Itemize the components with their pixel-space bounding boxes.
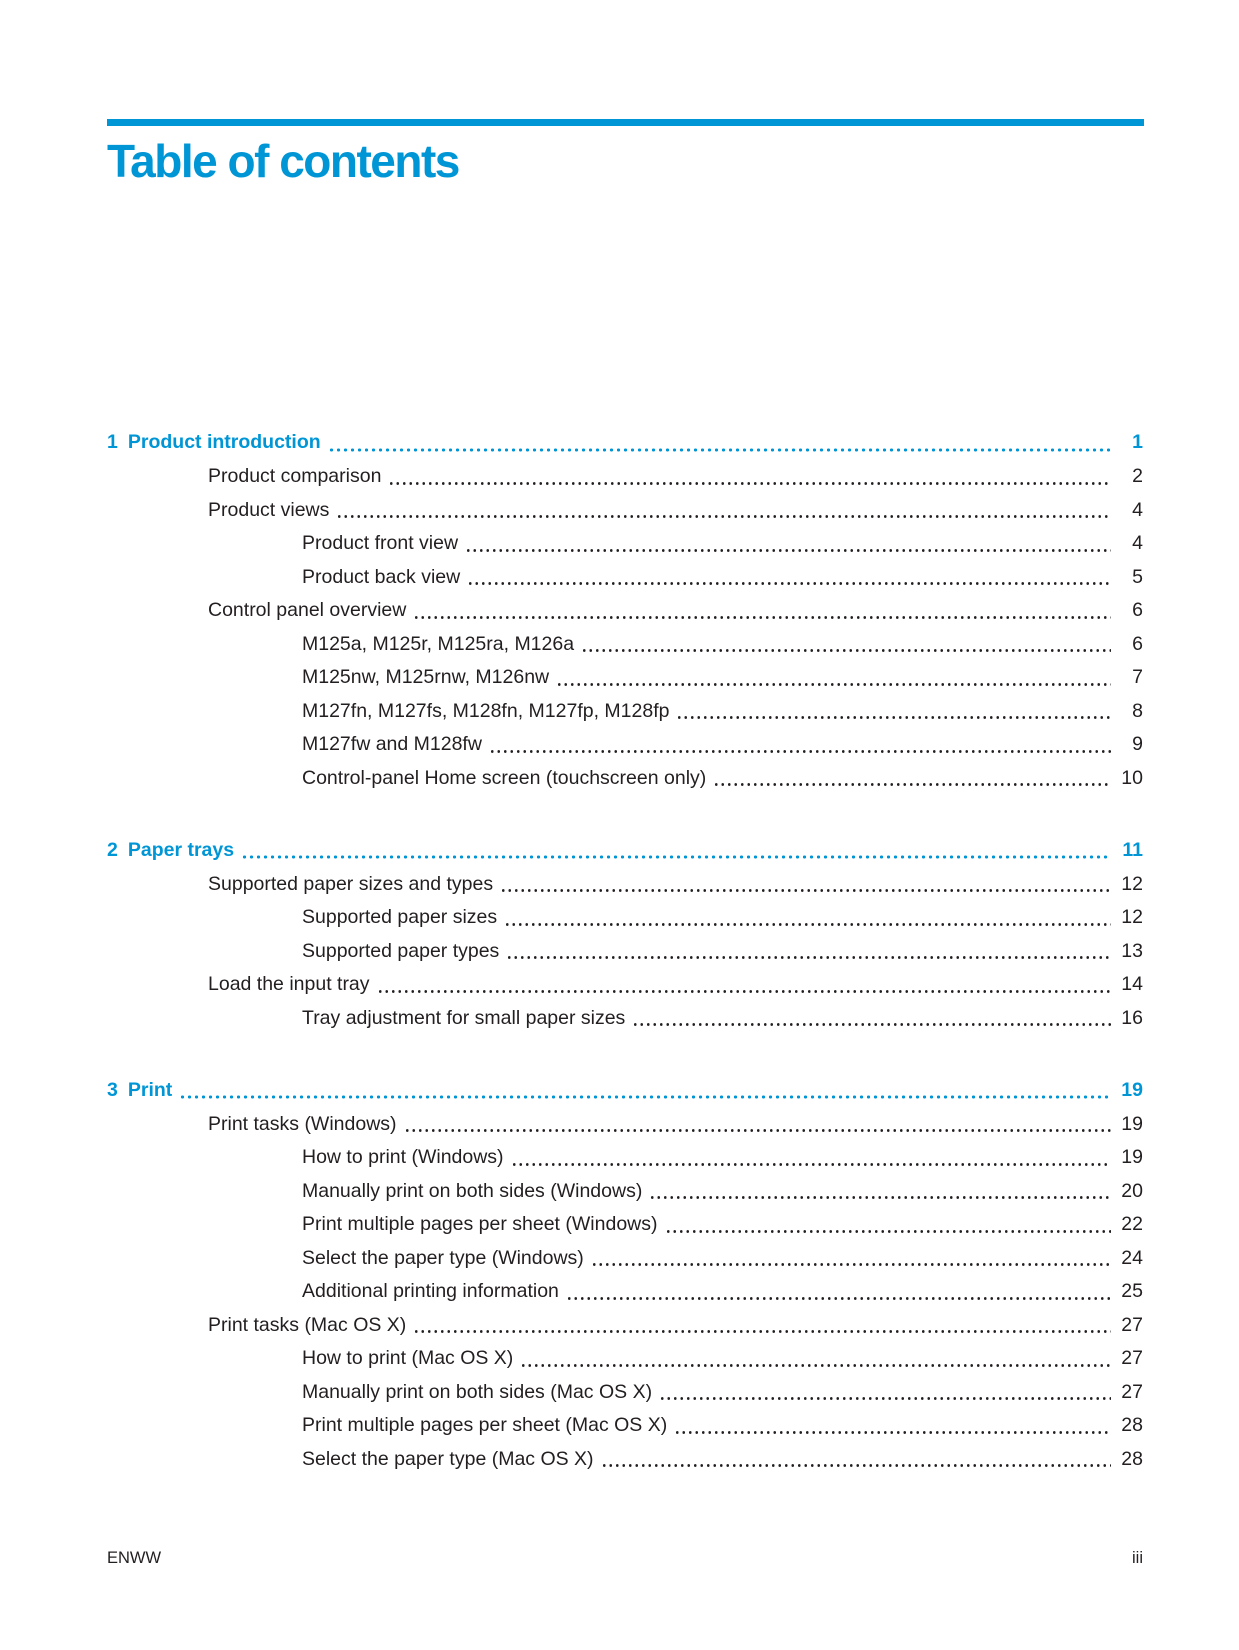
- toc-entry-row[interactable]: [107, 1443, 1143, 1477]
- dot-leader: [713, 762, 1111, 796]
- dot-leader: [413, 1309, 1111, 1343]
- toc-entry-label: Load the input tray: [208, 973, 370, 995]
- toc-entry-label: Manually print on both sides (Mac OS X): [302, 1380, 653, 1403]
- toc-entry-row[interactable]: [107, 935, 1143, 969]
- toc-list: [107, 426, 1143, 1476]
- toc-entry-row[interactable]: [107, 527, 1143, 561]
- toc-entry-page: 27: [1121, 1313, 1143, 1336]
- toc-chapter-title: Product introduction: [127, 431, 321, 453]
- toc-entry-page: 28: [1121, 1447, 1143, 1470]
- toc-entry-page: 6: [1132, 632, 1143, 655]
- toc-entry-page: 9: [1132, 733, 1143, 755]
- toc-entry-row[interactable]: [107, 1309, 1143, 1343]
- toc-entry-label: Print tasks (Windows): [208, 1112, 397, 1135]
- toc-entry-row[interactable]: [107, 460, 1143, 494]
- footer-page-number: iii: [1132, 1549, 1143, 1567]
- toc-entry-page: 20: [1121, 1179, 1143, 1202]
- toc-entry-row[interactable]: [107, 1002, 1143, 1036]
- page-header: [107, 119, 1144, 185]
- toc-entry-row[interactable]: [107, 695, 1143, 729]
- dot-leader: [179, 1074, 1111, 1108]
- dot-leader: [520, 1342, 1111, 1376]
- dot-leader: [649, 1175, 1111, 1209]
- toc-chapter-row[interactable]: [107, 834, 1143, 868]
- toc-chapter-title: Print: [127, 1078, 173, 1101]
- toc-entry-page: 14: [1121, 973, 1143, 995]
- toc-entry-row[interactable]: [107, 561, 1143, 595]
- dot-leader: [556, 661, 1111, 695]
- toc-entry-label: Product views: [208, 498, 330, 521]
- toc-entry-label: Print tasks (Mac OS X): [208, 1313, 407, 1336]
- dot-leader: [665, 1208, 1112, 1242]
- toc-entry-page: 10: [1121, 766, 1143, 789]
- dot-leader: [489, 728, 1111, 762]
- toc-entry-page: 12: [1121, 872, 1143, 895]
- toc-entry-page: 7: [1132, 666, 1143, 688]
- dot-leader: [404, 1108, 1111, 1142]
- title-rule: [107, 119, 1144, 126]
- toc-chapter-number: 1: [107, 431, 118, 453]
- toc-chapter-label: [107, 1074, 172, 1108]
- toc-entry-page: 8: [1132, 699, 1143, 722]
- toc-entry-page: 12: [1121, 906, 1143, 928]
- toc-chapter-row[interactable]: [107, 1074, 1143, 1108]
- toc-entry-row[interactable]: [107, 1175, 1143, 1209]
- dot-leader: [467, 561, 1111, 595]
- toc-entry-row[interactable]: [107, 901, 1143, 935]
- dot-leader: [465, 527, 1111, 561]
- toc-chapter-title: Paper trays: [127, 838, 235, 861]
- toc-entry-page: 27: [1121, 1347, 1143, 1369]
- toc-entry-page: 13: [1121, 939, 1143, 962]
- toc-entry-label: Product comparison: [208, 465, 382, 487]
- toc-entry-label: Additional printing information: [302, 1280, 559, 1302]
- toc-entry-page: 19: [1121, 1112, 1143, 1135]
- toc-entry-label: Print multiple pages per sheet (Mac OS X): [302, 1414, 668, 1436]
- toc-chapter-page: 19: [1121, 1078, 1143, 1101]
- toc-entry-page: 22: [1121, 1213, 1143, 1235]
- toc-entry-page: 6: [1132, 599, 1143, 621]
- dot-leader: [377, 968, 1111, 1002]
- page-footer: [107, 1549, 1143, 1569]
- toc-entry-label: M125nw, M125rnw, M126nw: [302, 666, 550, 688]
- dot-leader: [500, 868, 1111, 902]
- toc-chapter-page: 1: [1132, 431, 1143, 453]
- toc-chapter-label: [107, 426, 321, 460]
- toc-entry-page: 19: [1121, 1146, 1143, 1168]
- dot-leader: [511, 1141, 1111, 1175]
- toc-entry-label: Supported paper sizes: [302, 906, 498, 928]
- page-title: Table of contents: [107, 135, 459, 187]
- toc-entry-row[interactable]: [107, 594, 1143, 628]
- toc-entry-row[interactable]: [107, 728, 1143, 762]
- toc-entry-page: 4: [1132, 498, 1143, 521]
- dot-leader: [388, 460, 1111, 494]
- toc-entry-row[interactable]: [107, 1242, 1143, 1276]
- toc-entry-row[interactable]: [107, 868, 1143, 902]
- toc-entry-page: 27: [1121, 1380, 1143, 1403]
- toc-chapter-label: [107, 834, 234, 868]
- toc-entry-label: Control panel overview: [208, 599, 407, 621]
- toc-entry-row[interactable]: [107, 1108, 1143, 1142]
- dot-leader: [676, 695, 1111, 729]
- dot-leader: [591, 1242, 1111, 1276]
- dot-leader: [566, 1275, 1111, 1309]
- toc-entry-page: 16: [1121, 1006, 1143, 1029]
- toc-entry-label: Print multiple pages per sheet (Windows): [302, 1213, 658, 1235]
- toc-entry-row[interactable]: [107, 762, 1143, 796]
- toc-chapter-number: 3: [107, 1078, 118, 1101]
- toc-entry-page: 28: [1121, 1414, 1143, 1436]
- dot-leader: [328, 426, 1111, 460]
- toc-entry-row[interactable]: [107, 1409, 1143, 1443]
- dot-leader: [506, 935, 1111, 969]
- toc-entry-label: Select the paper type (Windows): [302, 1246, 584, 1269]
- toc-entry-label: Product back view: [302, 565, 461, 588]
- toc-entry-row[interactable]: [107, 661, 1143, 695]
- toc-entry-label: Select the paper type (Mac OS X): [302, 1447, 594, 1470]
- toc-chapter-page: 11: [1122, 838, 1143, 861]
- toc-entry-label: How to print (Mac OS X): [302, 1347, 514, 1369]
- toc-entry-row[interactable]: [107, 1208, 1143, 1242]
- toc-entry-row[interactable]: [107, 1141, 1143, 1175]
- dot-leader: [413, 594, 1111, 628]
- toc-entry-page: 2: [1132, 465, 1143, 487]
- toc-entry-label: Supported paper sizes and types: [208, 872, 494, 895]
- toc-entry-label: Product front view: [302, 532, 459, 554]
- dot-leader: [241, 834, 1111, 868]
- toc-entry-page: 5: [1132, 565, 1143, 588]
- toc-entry-label: Manually print on both sides (Windows): [302, 1179, 643, 1202]
- toc-entry-row[interactable]: [107, 968, 1143, 1002]
- dot-leader: [659, 1376, 1111, 1410]
- toc-entry-row[interactable]: [107, 628, 1143, 662]
- toc-entry-label: Tray adjustment for small paper sizes: [302, 1006, 626, 1029]
- toc-entry-label: How to print (Windows): [302, 1146, 504, 1168]
- dot-leader: [581, 628, 1111, 662]
- toc-entry-label: Supported paper types: [302, 939, 500, 962]
- toc-entry-label: M125a, M125r, M125ra, M126a: [302, 632, 575, 655]
- toc-entry-row[interactable]: [107, 494, 1143, 528]
- toc-entry-label: M127fn, M127fs, M128fn, M127fp, M128fp: [302, 699, 670, 722]
- dot-leader: [336, 494, 1111, 528]
- toc-entry-page: 24: [1121, 1246, 1143, 1269]
- footer-locale-label: ENWW: [107, 1549, 162, 1567]
- toc-entry-row[interactable]: [107, 1342, 1143, 1376]
- toc-entry-page: 4: [1132, 532, 1143, 554]
- toc-entry-page: 25: [1121, 1280, 1143, 1302]
- dot-leader: [504, 901, 1111, 935]
- dot-leader: [601, 1443, 1111, 1477]
- toc-entry-row[interactable]: [107, 1376, 1143, 1410]
- toc-entry-label: Control-panel Home screen (touchscreen only): [302, 766, 707, 789]
- dot-leader: [632, 1002, 1111, 1036]
- dot-leader: [674, 1409, 1111, 1443]
- toc-entry-label: M127fw and M128fw: [302, 733, 482, 755]
- toc-entry-row[interactable]: [107, 1275, 1143, 1309]
- toc-chapter-number: 2: [107, 838, 118, 861]
- toc-chapter-row[interactable]: [107, 426, 1143, 460]
